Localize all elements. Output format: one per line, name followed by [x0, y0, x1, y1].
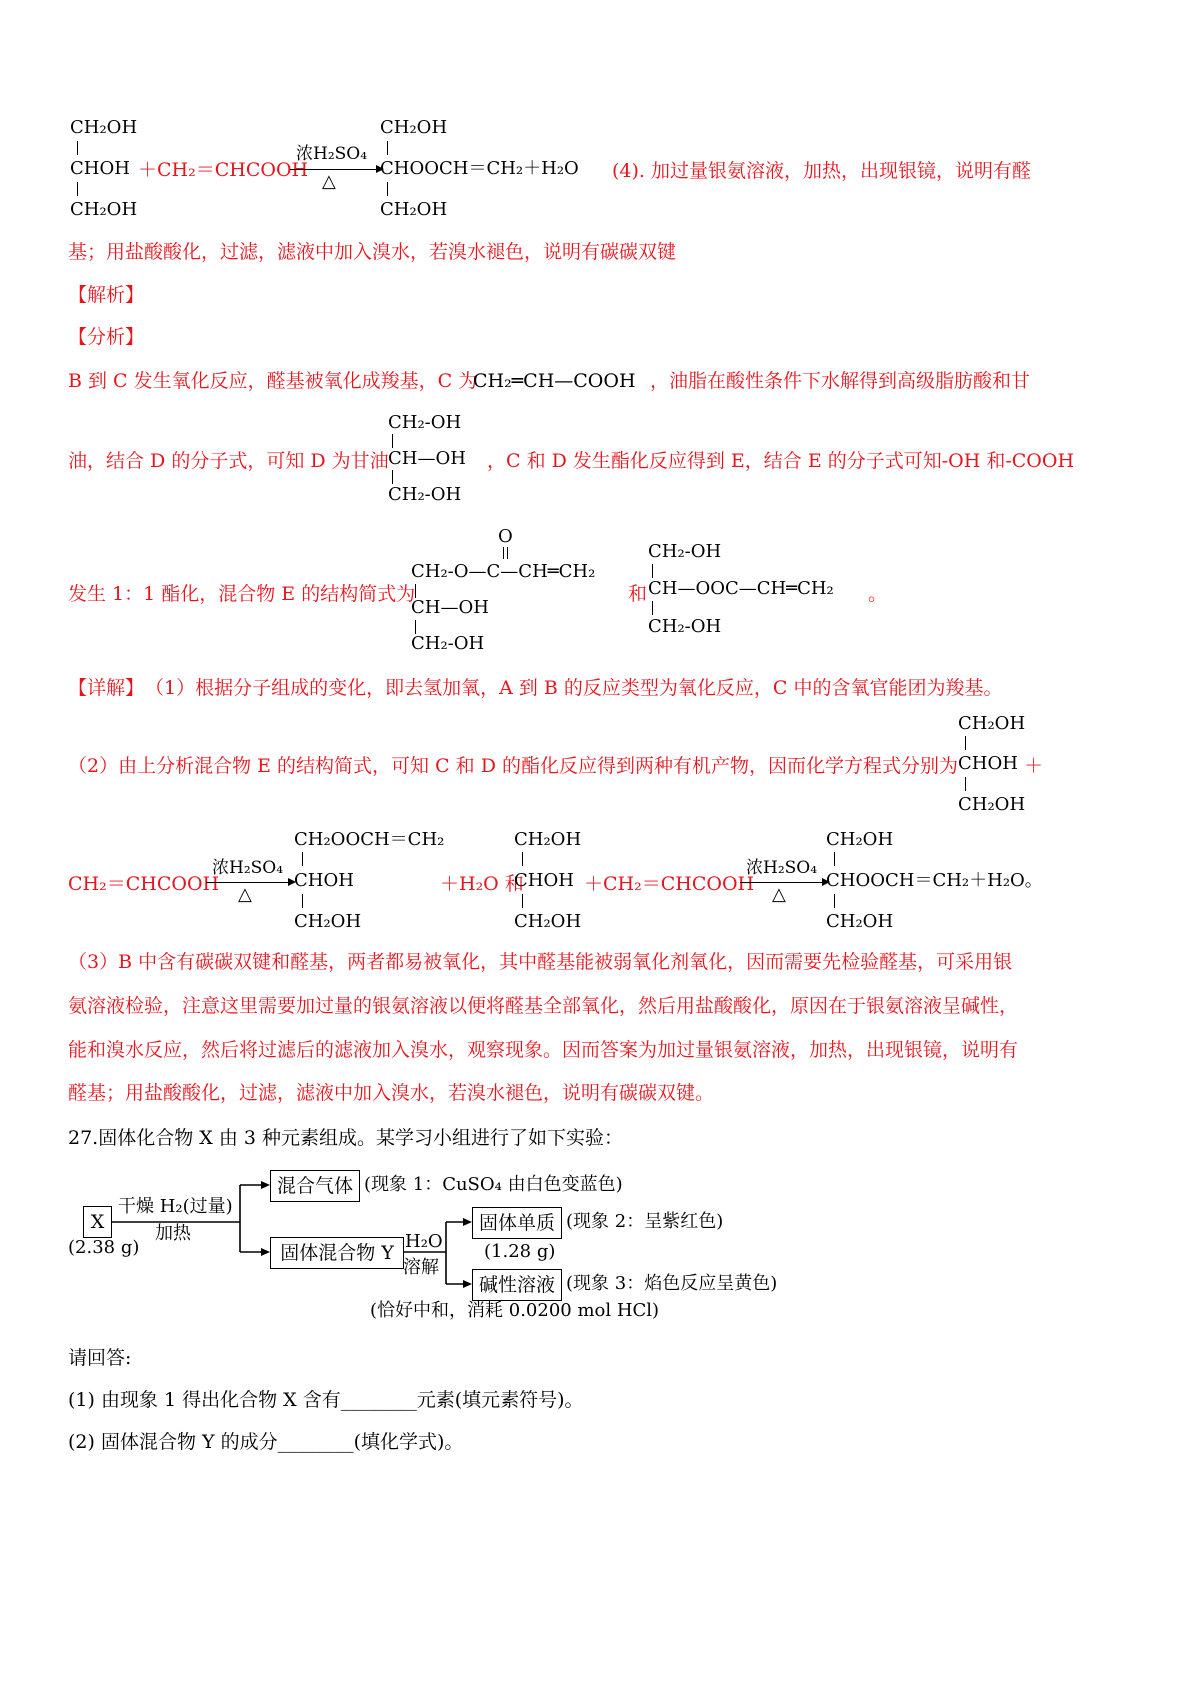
glycerol-bot: CH₂-OH	[388, 484, 462, 505]
eq2-product-top: CH₂OOCH＝CH₂	[294, 829, 445, 850]
eq3-product-top: CH₂OH	[826, 829, 894, 850]
step1-condition-bot: 加热	[155, 1223, 191, 1244]
q2-glycerol-mid: CHOH	[958, 753, 1018, 774]
detail-q3-line2: 氨溶液检验，注意这里需要加过量的银氨溶液以便将醛基全部氧化，然后用盐酸酸化，原因在于银氨溶液呈碱性，	[68, 995, 1019, 1017]
eq3-plus-reactant: ＋CH₂＝CHCOOH	[584, 873, 755, 895]
e1-carbonyl-o: O	[498, 526, 513, 547]
q27-sub1: (1) 由现象 1 得出化合物 X 含有________元素(填元素符号)。	[68, 1389, 584, 1411]
eq3-reactant-mid: CHOH	[514, 870, 574, 891]
analysis-p2-a: 油，结合 D 的分子式，可知 D 为甘油	[68, 450, 389, 472]
solid-note: (现象 2：呈紫红色)	[566, 1211, 724, 1232]
eq2-reactant: CH₂＝CHCOOH	[68, 873, 220, 895]
analysis-p3-end: 。	[868, 583, 888, 605]
detail-q3-line3: 能和溴水反应，然后将过滤后的滤液加入溴水，观察现象。因而答案为加过量银氨溶液，加热，出现银镜，说明有	[68, 1039, 1019, 1061]
eq1-reactant-mid: CHOH	[70, 158, 130, 179]
detail-q2: （2）由上分析混合物 E 的结构简式，可知 C 和 D 的酯化反应得到两种有机产物，因而化学方程式分别为	[68, 755, 958, 777]
q27-sub2: (2) 固体混合物 Y 的成分________(填化学式)。	[68, 1431, 464, 1453]
eq1-product-bot: CH₂OH	[380, 199, 448, 220]
gas-note: (现象 1：CuSO₄ 由白色变蓝色)	[364, 1174, 623, 1195]
glycerol-top: CH₂-OH	[388, 412, 462, 433]
e1-bot: CH₂-OH	[411, 633, 485, 654]
eq2-tail: ＋H₂O 和	[440, 873, 524, 895]
q27-title: 27.固体化合物 X 由 3 种元素组成。某学习小组进行了如下实验：	[68, 1127, 623, 1149]
eq1-condition-top: 浓H₂SO₄	[296, 144, 368, 164]
e1-top: CH₂-O—C—CH═CH₂	[411, 561, 596, 582]
analysis-p1-b: ，油脂在酸性条件下水解得到高级脂肪酸和甘	[650, 370, 1031, 392]
eq2-condition-bot: △	[238, 884, 252, 905]
eq3-reactant-top: CH₂OH	[514, 829, 582, 850]
eq2-product-mid: CHOH	[294, 870, 354, 891]
glycerol-mid: CH—OH	[388, 448, 466, 469]
eq2-product-bot: CH₂OH	[294, 911, 362, 932]
e2-top: CH₂-OH	[648, 541, 722, 562]
eq1-reactant-top: CH₂OH	[70, 117, 138, 138]
eq3-product-mid: CHOOCH＝CH₂＋H₂O。	[826, 870, 1043, 891]
q2-plus: ＋	[1024, 755, 1044, 777]
gas-box: 混合气体	[270, 1170, 360, 1202]
eq2-condition-top: 浓H₂SO₄	[212, 858, 284, 878]
q2-glycerol-bot: CH₂OH	[958, 794, 1026, 815]
analysis-p1-a: B 到 C 发生氧化反应，醛基被氧化成羧基，C 为	[68, 370, 478, 392]
base-note: (现象 3：焰色反应呈黄色)	[566, 1273, 778, 1294]
neutral-note: (恰好中和，消耗 0.0200 mol HCl)	[370, 1300, 660, 1321]
e2-bot: CH₂-OH	[648, 616, 722, 637]
solid-mass: (1.28 g)	[484, 1241, 556, 1262]
detail-q1: （1）根据分子组成的变化，即去氢加氧，A 到 B 的反应类型为氧化反应，C 中的含氧官能团为羧基。	[145, 677, 1003, 699]
e1-mid: CH—OH	[411, 597, 489, 618]
q2-glycerol-top: CH₂OH	[958, 713, 1026, 734]
step2-condition-top: H₂O	[405, 1231, 443, 1252]
eq3-reactant-bot: CH₂OH	[514, 911, 582, 932]
eq1-plus-reactant: ＋CH₂＝CHCOOH	[138, 159, 309, 181]
step2-condition-bot: 溶解	[403, 1257, 439, 1278]
analysis-p2-b: ，C 和 D 发生酯化反应得到 E，结合 E 的分子式可知-OH 和-COOH	[487, 450, 1075, 472]
jiexi-heading: 【解析】	[68, 284, 145, 306]
answer4-start: (4). 加过量银氨溶液，加热，出现银镜，说明有醛	[612, 160, 1031, 182]
x-box: X	[83, 1206, 112, 1238]
eq1-condition-bot: △	[322, 171, 336, 192]
eq1-reactant-bot: CH₂OH	[70, 199, 138, 220]
eq3-condition-bot: △	[772, 884, 786, 905]
detail-q3-line4: 醛基；用盐酸酸化，过滤，滤液中加入溴水，若溴水褪色，说明有碳碳双键。	[68, 1082, 715, 1104]
and-word: 和	[628, 583, 648, 605]
fenxi-heading: 【分析】	[68, 326, 145, 348]
eq3-product-bot: CH₂OH	[826, 911, 894, 932]
q27-prompt: 请回答:	[68, 1347, 132, 1369]
solid-box: 固体单质	[472, 1207, 562, 1239]
answer4-cont: 基；用盐酸酸化，过滤，滤液中加入溴水，若溴水褪色，说明有碳碳双键	[68, 241, 677, 263]
eq3-condition-top: 浓H₂SO₄	[746, 858, 818, 878]
e2-mid: CH—OOC—CH═CH₂	[648, 578, 834, 599]
base-box: 碱性溶液	[472, 1269, 562, 1301]
eq1-product-mid: CHOOCH＝CH₂＋H₂O	[380, 158, 579, 179]
mix-box: 固体混合物 Y	[270, 1237, 404, 1269]
detail-label: 【详解】	[68, 677, 145, 699]
step1-condition-top: 干燥 H₂(过量)	[118, 1196, 233, 1217]
analysis-p1-formula: CH₂═CH—COOH	[473, 370, 636, 392]
detail-q3-line1: （3）B 中含有碳碳双键和醛基，两者都易被氧化，其中醛基能被弱氧化剂氧化，因而需要先检验醛基，可采用银	[68, 951, 1013, 973]
analysis-p3-a: 发生 1：1 酯化，混合物 E 的结构简式为	[68, 583, 416, 605]
eq1-product-top: CH₂OH	[380, 117, 448, 138]
x-mass: (2.38 g)	[68, 1237, 140, 1258]
